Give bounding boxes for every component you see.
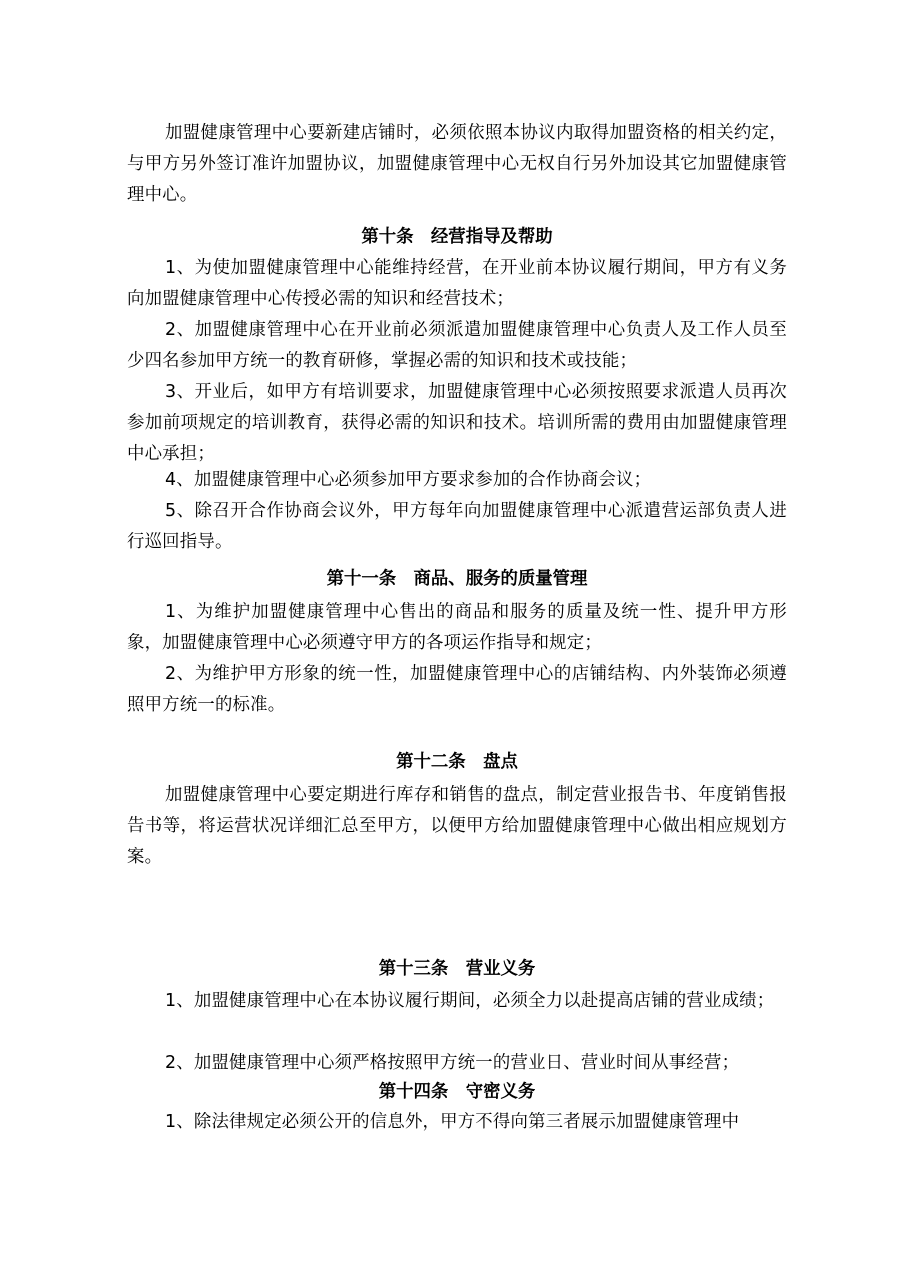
heading-article-13: 第十三条 营业义务 bbox=[378, 959, 536, 979]
paragraph-11-1: 1、为维护加盟健康管理中心售出的商品和服务的质量及统一性、提升甲方形象，加盟健康管理中心必须遵守甲方的各项运作指导和规定； bbox=[127, 602, 787, 653]
paragraph-11-2: 2、为维护甲方形象的统一性，加盟健康管理中心的店铺结构、内外装饰必须遵照甲方统一的标准。 bbox=[127, 664, 787, 715]
paragraph-10-1: 1、为使加盟健康管理中心能维持经营，在开业前本协议履行期间，甲方有义务向加盟健康管理中心传授必需的知识和经营技术； bbox=[127, 258, 787, 309]
paragraph-10-4: 4、加盟健康管理中心必须参加甲方要求参加的合作协商会议； bbox=[165, 470, 652, 490]
paragraph-10-5: 5、除召开合作协商会议外，甲方每年向加盟健康管理中心派遣营运部负责人进行巡回指导。 bbox=[127, 501, 787, 552]
paragraph-10-3: 3、开业后，如甲方有培训要求，加盟健康管理中心必须按照要求派遣人员再次参加前项规定的培训教育，获得必需的知识和技术。培训所需的费用由加盟健康管理中心承担； bbox=[127, 382, 787, 464]
paragraph-13-1: 1、加盟健康管理中心在本协议履行期间，必须全力以赴提高店铺的营业成绩； bbox=[165, 991, 775, 1011]
heading-article-11: 第十一条 商品、服务的质量管理 bbox=[326, 569, 588, 589]
paragraph-10-2: 2、加盟健康管理中心在开业前必须派遣加盟健康管理中心负责人及工作人员至少四名参加甲方统一的教育研修，掌握必需的知识和技术或技能； bbox=[127, 320, 787, 371]
heading-article-12: 第十二条 盘点 bbox=[396, 752, 518, 772]
heading-article-10: 第十条 经营指导及帮助 bbox=[361, 227, 553, 247]
heading-article-14: 第十四条 守密义务 bbox=[378, 1082, 536, 1102]
paragraph-12: 加盟健康管理中心要定期进行库存和销售的盘点，制定营业报告书、年度销售报告书等，将运营状况详细汇总至甲方，以便甲方给加盟健康管理中心做出相应规划方案。 bbox=[127, 785, 787, 867]
paragraph-14-1: 1、除法律规定必须公开的信息外，甲方不得向第三者展示加盟健康管理中 bbox=[165, 1112, 740, 1132]
paragraph-new-store: 加盟健康管理中心要新建店铺时，必须依照本协议内取得加盟资格的相关约定，与甲方另外签订准许加盟协议，加盟健康管理中心无权自行另外加设其它加盟健康管理中心。 bbox=[127, 123, 787, 205]
paragraph-13-2: 2、加盟健康管理中心须严格按照甲方统一的营业日、营业时间从事经营； bbox=[165, 1053, 740, 1073]
